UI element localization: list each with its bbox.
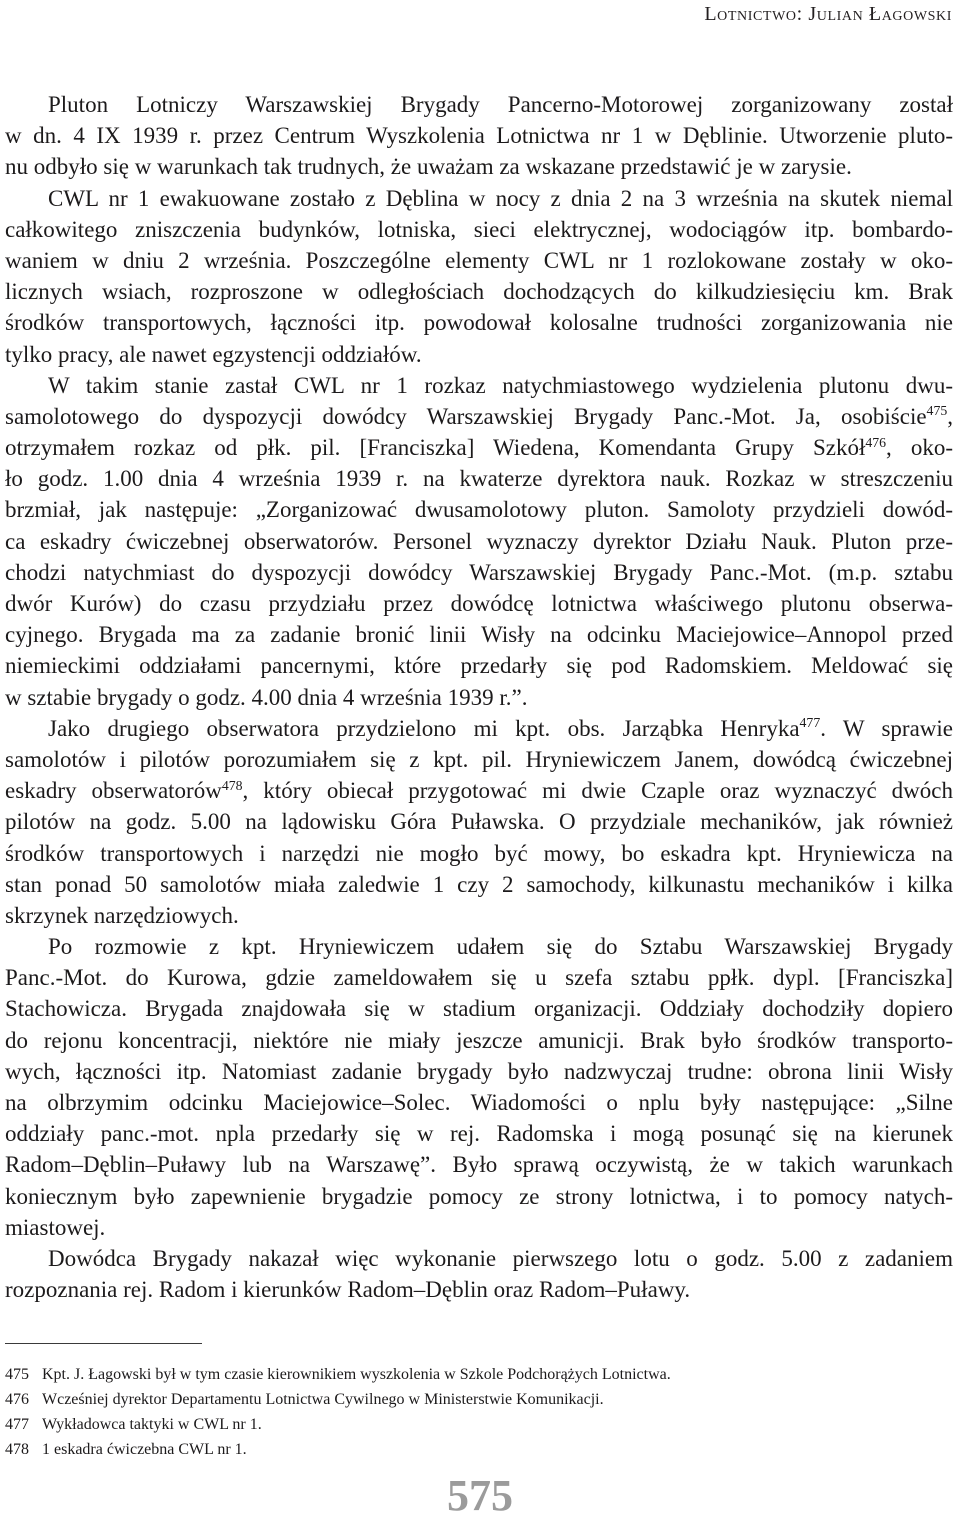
paragraph bbox=[5, 183, 953, 370]
text-line: skrzynek narzędziowych. bbox=[5, 902, 239, 928]
text-line: w sztabie brygady o godz. 4.00 dnia 4 września 1939 r.”. bbox=[5, 684, 528, 710]
text-line bbox=[5, 432, 953, 463]
footnote-ref: 478 bbox=[221, 777, 243, 793]
footnote-number: 476 bbox=[5, 1391, 29, 1408]
text-line: do rejonu koncentracji, niektóre nie miały jeszcze amunicji. Brak było środków transporto- bbox=[5, 1027, 953, 1053]
text-line: koniecznym było zapewnienie brygadzie pomocy ze strony lotnictwa, i to pomocy natych- bbox=[5, 1183, 953, 1209]
paragraph bbox=[5, 931, 953, 1243]
text-line: Panc.-Mot. do Kurowa, gdzie zameldowałem się u szefa sztabu ppłk. dypl. [Franciszka] bbox=[5, 965, 953, 991]
text-line: cyjnego. Brygada ma za zadanie bronić linii Wisły na odcinku Maciejowice–Annopol przed bbox=[5, 622, 953, 648]
text-line: dwór Kurów) do czasu przydziału przez dowódcę lotnictwa właściwego plutonu obserwa- bbox=[5, 591, 953, 616]
text-segment: Jako drugiego obserwatora przydzielono mi kpt. obs. Jarząbka Henryka bbox=[48, 715, 800, 741]
text-line: w dn. 4 IX 1939 r. przez Centrum Wyszkolenia Lotnictwa nr 1 w Dęblinie. Utworzenie pluto- bbox=[5, 123, 953, 149]
text-line: W takim stanie zastał CWL nr 1 rozkaz natychmiastowego wydzielenia plutonu dwu- bbox=[48, 372, 953, 398]
text-line: na olbrzymim odcinku Maciejowice–Solec. Wiadomości o nplu były następujące: „Silne bbox=[5, 1090, 953, 1115]
footnote-number: 478 bbox=[5, 1441, 29, 1458]
footnotes bbox=[5, 1362, 953, 1462]
text-line: Dowódca Brygady nakazał więc wykonanie pierwszego lotu o godz. 5.00 z zadaniem bbox=[48, 1245, 953, 1271]
footnote-text: Kpt. J. Łagowski był w tym czasie kierownikiem wyszkolenia w Szkole Podchorążych Lotnictwa. bbox=[42, 1366, 671, 1383]
text-segment: samolotowego do dyspozycji dowódcy Warszawskiej Brygady Panc.-Mot. Ja, osobiście bbox=[5, 403, 927, 429]
text-line: Po rozmowie z kpt. Hryniewiczem udałem się do Sztabu Warszawskiej Brygady bbox=[48, 934, 953, 960]
text-line: samolotów i pilotów porozumiałem się z kpt. pil. Hryniewiczem Janem, dowódcą ćwiczebnej bbox=[5, 746, 953, 772]
paragraph bbox=[5, 89, 953, 183]
footnote-ref: 477 bbox=[799, 715, 821, 731]
text-line: wych, łączności itp. Natomiast zadanie brygady było nadzwyczaj trudne: obrona linii Wisły bbox=[5, 1058, 953, 1084]
text-line: Stachowicza. Brygada znajdowała się w stadium organizacji. Oddziały dochodziły dopiero bbox=[5, 996, 953, 1022]
text-line: tylko pracy, ale nawet egzystencji oddziałów. bbox=[5, 341, 422, 367]
text-line: stan ponad 50 samolotów miała zaledwie 1 czy 2 samochody, kilkunastu mechaników i kilka bbox=[5, 871, 953, 897]
text-line: rozpoznania rej. Radom i kierunków Radom–Dęblin oraz Radom–Puławy. bbox=[5, 1277, 691, 1303]
footnote-text: Wykładowca taktyki w CWL nr 1. bbox=[42, 1416, 262, 1433]
text-line: CWL nr 1 ewakuowane zostało z Dęblina w nocy z dnia 2 na 3 września na skutek niemal bbox=[48, 185, 953, 211]
footnote bbox=[5, 1437, 953, 1462]
text-segment: , który obiecał przygotować mi dwie Czaple oraz wyznaczyć dwóch bbox=[242, 778, 953, 804]
paragraph bbox=[5, 713, 953, 931]
body-text bbox=[5, 89, 953, 1305]
footnote bbox=[5, 1362, 953, 1387]
footnote-ref: 476 bbox=[865, 434, 887, 450]
text-line: całkowitego zniszczenia budynków, lotniska, sieci elektrycznej, wodociągów itp. bombardo- bbox=[5, 216, 953, 242]
text-line: brzmiał, jak następuje: „Zorganizować dwusamolotowy pluton. Samoloty przydzieli dowód- bbox=[5, 497, 953, 523]
text-line: Radom–Dęblin–Puławy lub na Warszawę”. Było sprawą oczywistą, że w takich warunkach bbox=[5, 1152, 953, 1178]
text-line: chodzi natychmiast do dyspozycji dowódcy Warszawskiej Brygady Panc.-Mot. (m.p. sztabu bbox=[5, 559, 953, 585]
text-segment: otrzymałem rozkaz od płk. pil. [Franciszka] Wiedena, Komendanta Grupy Szkół bbox=[5, 435, 866, 461]
footnote bbox=[5, 1412, 953, 1437]
footnote-ref: 475 bbox=[926, 403, 948, 419]
text-segment: . W sprawie bbox=[820, 715, 953, 741]
footnote-number: 475 bbox=[5, 1366, 29, 1383]
text-segment: eskadry obserwatorów bbox=[5, 778, 222, 804]
footnote bbox=[5, 1387, 953, 1412]
text-line: ło godz. 1.00 dnia 4 września 1939 r. na kwaterze dyrektora nauk. Rozkaz w streszczeniu bbox=[5, 466, 953, 492]
paragraph bbox=[5, 1243, 953, 1305]
text-line: ca eskadry ćwiczebnej obserwatorów. Personel wyznaczy dyrektor Działu Nauk. Pluton prze- bbox=[5, 528, 953, 554]
text-line: niemieckimi oddziałami pancernymi, które przedarły się pod Radomskiem. Meldować się bbox=[5, 653, 953, 679]
text-line: środków transportowych i narzędzi nie mogło być mowy, bo eskadra kpt. Hryniewicza na bbox=[5, 840, 953, 866]
text-line: Pluton Lotniczy Warszawskiej Brygady Pancerno-Motorowej zorganizowany został bbox=[48, 92, 953, 117]
text-segment: , oko- bbox=[886, 435, 953, 461]
text-line: nu odbyło się w warunkach tak trudnych, że uważam za wskazane przedstawić je w zarysie. bbox=[5, 154, 852, 180]
text-line: oddziały panc.-mot. npla przedarły się w rej. Radomska i mogą posunąć się na kierunek bbox=[5, 1121, 953, 1147]
footnote-text: 1 eskadra ćwiczebna CWL nr 1. bbox=[42, 1441, 247, 1458]
footnote-text: Wcześniej dyrektor Departamentu Lotnictwa Cywilnego w Ministerstwie Komunikacji. bbox=[42, 1391, 604, 1408]
text-line bbox=[5, 713, 953, 744]
page-number: 575 bbox=[447, 1471, 513, 1520]
text-segment: , bbox=[947, 403, 953, 429]
paragraph bbox=[5, 370, 953, 713]
text-line: miastowej. bbox=[5, 1214, 106, 1240]
text-line: licznych wsiach, rozproszone w odległościach dochodzących do kilkudziesięciu km. Brak bbox=[5, 279, 953, 305]
running-header: Lotnictwo: Julian Łagowski bbox=[704, 3, 952, 25]
text-line: waniem w dniu 2 września. Poszczególne elementy CWL nr 1 rozlokowane zostały w oko- bbox=[5, 247, 953, 273]
text-line: pilotów na godz. 5.00 na lądowisku Góra Puławska. O przydziale mechaników, jak również bbox=[5, 809, 953, 835]
footnote-number: 477 bbox=[5, 1416, 29, 1433]
footnote-separator bbox=[5, 1343, 202, 1344]
text-line bbox=[5, 775, 953, 806]
text-line: środków transportowych, łączności itp. powodował kolosalne trudności zorganizowania nie bbox=[5, 310, 953, 336]
text-line bbox=[5, 401, 953, 432]
